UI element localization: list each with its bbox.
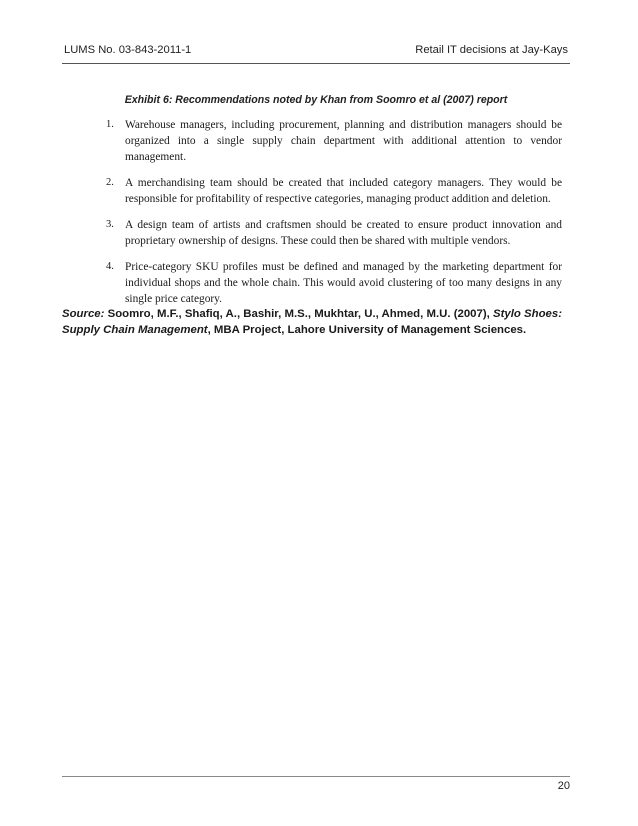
- item-text: A merchandising team should be created that included category managers. They would be responsible for profitability of respective categories, managing product addition and deletion.: [125, 177, 562, 205]
- list-item: [84, 117, 562, 165]
- header-divider: [62, 63, 570, 64]
- source-details: , MBA Project, Lahore University of Management Sciences.: [207, 324, 527, 336]
- source-citation: [62, 306, 562, 338]
- source-authors: Soomro, M.F., Shafiq, A., Bashir, M.S., Mukhtar, U., Ahmed, M.U. (2007),: [104, 308, 493, 320]
- case-number: LUMS No. 03-843-2011-1: [64, 44, 192, 56]
- list-item: [84, 175, 562, 207]
- item-number: 3.: [106, 219, 114, 230]
- item-text: Warehouse managers, including procurement, planning and distribution managers should be organized into a single supply chain department with additional attention to vendor management.: [125, 119, 562, 163]
- running-title: Retail IT decisions at Jay-Kays: [415, 44, 568, 56]
- page-header: [62, 44, 570, 62]
- source-label: Source:: [62, 308, 105, 320]
- source-title: Stylo Shoes: Supply Chain Management: [62, 308, 562, 336]
- list-item: [84, 217, 562, 249]
- item-text: Price-category SKU profiles must be defined and managed by the marketing department for individual shops and the whole chain. This would avoid clustering of too many designs in any single price category.: [125, 261, 562, 305]
- item-text: A design team of artists and craftsmen should be created to ensure product innovation and proprietary ownership of designs. These could then be shared with multiple vendors.: [125, 219, 562, 247]
- item-number: 1.: [106, 119, 114, 130]
- recommendation-list: [84, 117, 562, 317]
- item-number: 2.: [106, 177, 114, 188]
- exhibit-title: Exhibit 6: Recommendations noted by Khan from Soomro et al (2007) report: [124, 94, 508, 106]
- page-number: 20: [557, 780, 570, 792]
- item-number: 4.: [106, 261, 114, 272]
- footer-divider: [62, 776, 570, 777]
- list-item: [84, 259, 562, 307]
